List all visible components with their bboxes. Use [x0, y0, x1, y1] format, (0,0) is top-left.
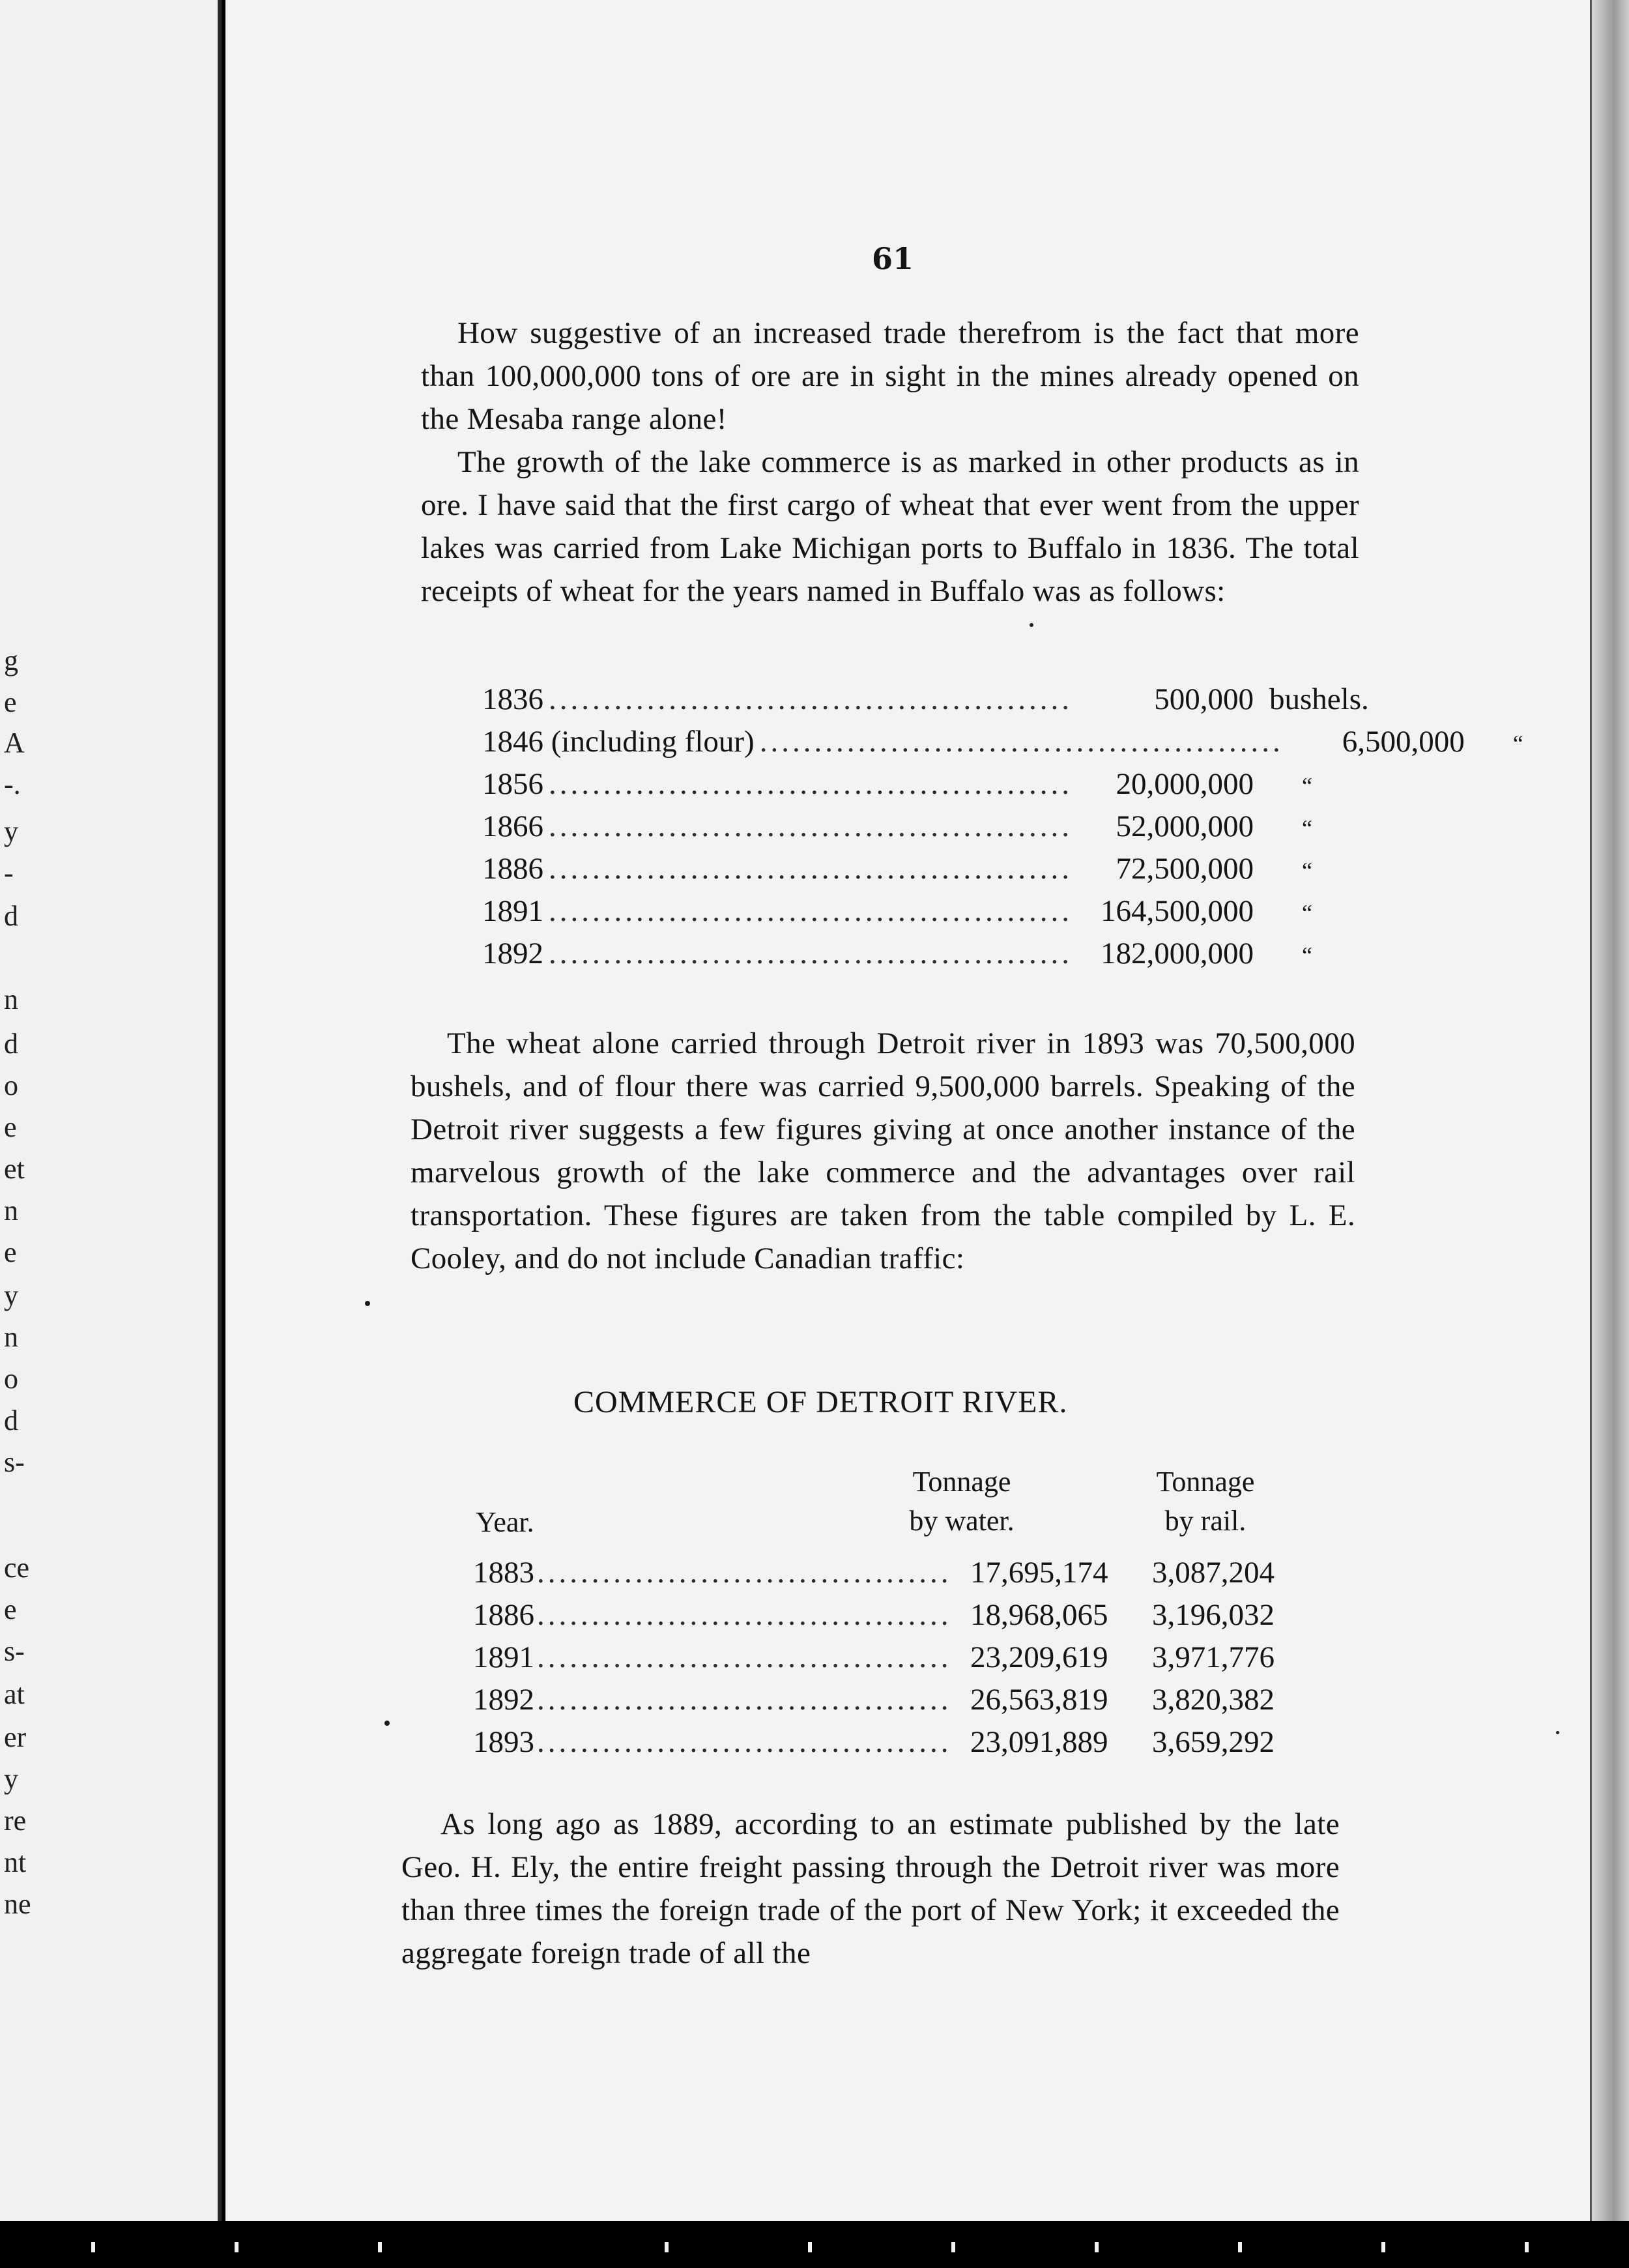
wheat-row: [482, 894, 1312, 936]
table-row: [473, 1555, 1288, 1597]
wheat-value: 20,000,000: [1116, 767, 1254, 801]
left-fragment: at: [4, 1678, 25, 1710]
left-fragment: d: [4, 900, 18, 932]
speck: [365, 1301, 370, 1306]
left-fragment: re: [4, 1805, 27, 1837]
cell-year: 1883: [473, 1556, 534, 1590]
wheat-value: 182,000,000: [1101, 937, 1254, 970]
left-fragment: n: [4, 983, 18, 1015]
cell-rail: 3,196,032: [1152, 1598, 1275, 1632]
paragraph-detroit-river: The wheat alone carried through Detroit river in 1893 was 70,500,000 bushels, and of flour there was carried 9,500,000 barrels. Speaking of the Detroit river suggests a few figures giving at once another instance of the marvelous growth of the lake commerce and the advantages over rail transportation. These figures are taken from the table compiled by L. E. Cooley, and do not include Canadian traffic:: [411, 1026, 1355, 1275]
wheat-year: 1856: [482, 767, 543, 801]
table-title: COMMERCE OF DETROIT RIVER.: [573, 1385, 1068, 1419]
detroit-commerce-table: [473, 1555, 1288, 1767]
left-fragment: g: [4, 645, 18, 676]
speck: [1556, 1731, 1559, 1734]
header-water-line1: Tonnage: [912, 1466, 1011, 1498]
cell-water: 17,695,174: [970, 1556, 1108, 1590]
table-row: [473, 1724, 1288, 1767]
wheat-year: 1891: [482, 894, 543, 928]
header-rail-tonnage: [1127, 1462, 1284, 1541]
header-rail-line2: by rail.: [1164, 1505, 1247, 1537]
cell-water: 18,968,065: [970, 1598, 1108, 1632]
left-fragment: e: [4, 1111, 17, 1143]
wheat-year: 1836: [482, 682, 543, 716]
page-right-edge: [1590, 0, 1629, 2221]
left-fragment: d: [4, 1028, 18, 1060]
scan-tick: [91, 2242, 95, 2252]
leader-dots: ......................................: [537, 1640, 952, 1674]
scan-tick: [1525, 2242, 1529, 2252]
ditto-mark: “: [1302, 773, 1312, 799]
wheat-row: [482, 851, 1312, 894]
left-fragment: s-: [4, 1446, 25, 1478]
cell-year: 1893: [473, 1725, 534, 1759]
left-fragment: ce: [4, 1552, 30, 1584]
scan-tick: [235, 2242, 238, 2252]
left-fragment: ne: [4, 1888, 31, 1920]
wheat-year: 1892: [482, 937, 543, 970]
cell-rail: 3,087,204: [1152, 1556, 1275, 1590]
scan-tick: [951, 2242, 955, 2252]
paragraph-ely-estimate: As long ago as 1889, according to an estimate published by the late Geo. H. Ely, the entire freight passing through the Detroit river was more than three times the foreign trade of the port of New York; it exceeded the aggregate foreign trade of all the: [401, 1807, 1340, 1970]
cell-year: 1891: [473, 1640, 534, 1674]
wheat-year: 1866: [482, 809, 543, 843]
scan-tick: [1095, 2242, 1099, 2252]
left-page-fragments: [0, 0, 31, 2221]
leader-dots: ......................................: [537, 1598, 952, 1632]
ditto-mark: “: [1302, 900, 1312, 926]
left-fragment: d: [4, 1404, 18, 1436]
cell-year: 1886: [473, 1598, 534, 1632]
paragraph-wheat-growth: The growth of the lake commerce is as marked in other products as in ore. I have said that the first cargo of wheat that ever went from the upper lakes was carried from Lake Michigan ports to Buffalo in 1836. The total receipts of wheat for the years named in Buffalo was as follows:: [421, 445, 1359, 608]
scan-tick: [665, 2242, 669, 2252]
cell-rail: 3,659,292: [1152, 1725, 1275, 1759]
leader-dots: ................................................: [549, 682, 1073, 716]
scan-tick: [1238, 2242, 1242, 2252]
cell-rail: 3,971,776: [1152, 1640, 1275, 1674]
left-fragment: -: [4, 857, 14, 889]
wheat-row: [482, 724, 1523, 766]
cell-year: 1892: [473, 1683, 534, 1717]
speck: [384, 1721, 390, 1726]
leader-dots: ................................................: [549, 767, 1073, 801]
wheat-unit: bushels.: [1269, 682, 1369, 716]
header-water-tonnage: [877, 1462, 1046, 1541]
leader-dots: ................................................: [759, 725, 1284, 759]
wheat-value: 500,000: [1154, 682, 1254, 716]
left-fragment: A: [4, 727, 25, 759]
ditto-mark: “: [1302, 858, 1312, 884]
wheat-row: [482, 809, 1312, 851]
wheat-receipts-table: [482, 682, 1523, 978]
left-fragment: o: [4, 1069, 18, 1101]
left-fragment: y: [4, 1279, 18, 1311]
wheat-year: 1886: [482, 852, 543, 886]
wheat-value: 164,500,000: [1101, 894, 1254, 928]
header-water-line2: by water.: [909, 1505, 1015, 1537]
left-fragment: y: [4, 815, 18, 847]
wheat-value: 52,000,000: [1116, 809, 1254, 843]
paragraph-ore: How suggestive of an increased trade therefrom is the fact that more than 100,000,000 tons of ore are in sight in the mines already opened on the Mesaba range alone!: [421, 316, 1359, 436]
left-fragment: y: [4, 1763, 18, 1795]
left-fragment: s-: [4, 1635, 25, 1667]
cell-water: 26,563,819: [970, 1683, 1108, 1717]
left-fragment: o: [4, 1363, 18, 1395]
wheat-row: [482, 936, 1312, 978]
leader-dots: ................................................: [549, 852, 1073, 886]
wheat-row: [482, 766, 1312, 809]
wheat-value: 6,500,000: [1342, 725, 1465, 759]
page-number: 61: [871, 241, 914, 276]
ditto-mark: “: [1302, 815, 1312, 841]
header-rail-line1: Tonnage: [1156, 1466, 1255, 1498]
scan-tick: [1381, 2242, 1385, 2252]
cell-rail: 3,820,382: [1152, 1683, 1275, 1717]
leader-dots: ......................................: [537, 1725, 952, 1759]
left-fragment: n: [4, 1195, 18, 1227]
scan-tick: [808, 2242, 812, 2252]
header-year: Year.: [476, 1506, 534, 1538]
left-fragment: er: [4, 1721, 27, 1753]
left-fragment: -.: [4, 768, 21, 800]
left-fragment: et: [4, 1153, 25, 1185]
leader-dots: ......................................: [537, 1556, 952, 1590]
left-fragment: n: [4, 1321, 18, 1353]
left-page-edge: [0, 0, 222, 2221]
left-fragment: e: [4, 1236, 17, 1268]
table-row: [473, 1640, 1288, 1682]
leader-dots: ................................................: [549, 894, 1073, 928]
wheat-value: 72,500,000: [1116, 852, 1254, 886]
left-fragment: nt: [4, 1846, 27, 1878]
left-fragment: e: [4, 1593, 17, 1625]
ditto-mark: “: [1512, 731, 1523, 757]
scan-tick: [378, 2242, 382, 2252]
cell-water: 23,209,619: [970, 1640, 1108, 1674]
leader-dots: ................................................: [549, 937, 1073, 970]
wheat-row: [482, 682, 1369, 724]
ditto-mark: “: [1302, 942, 1312, 968]
table-row: [473, 1682, 1288, 1724]
leader-dots: ......................................: [537, 1683, 952, 1717]
left-fragment: e: [4, 686, 17, 718]
leader-dots: ................................................: [549, 809, 1073, 843]
cell-water: 23,091,889: [970, 1725, 1108, 1759]
speck: [1030, 623, 1033, 627]
wheat-year: 1846 (including flour): [482, 725, 755, 759]
table-row: [473, 1597, 1288, 1640]
